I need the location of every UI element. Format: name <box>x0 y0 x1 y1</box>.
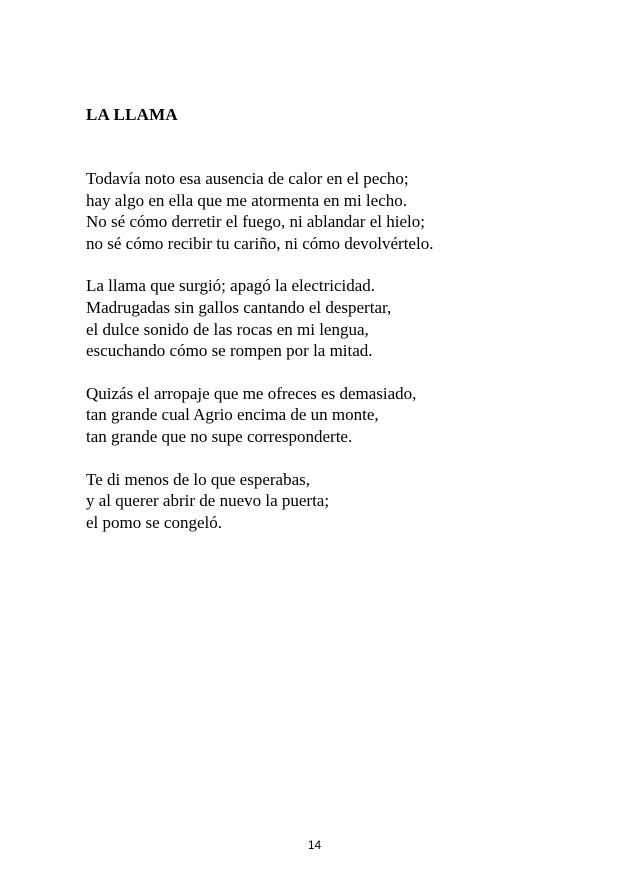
page-number: 14 <box>307 838 322 852</box>
poem-body <box>86 168 586 554</box>
poem-line: el pomo se congeló. <box>86 512 222 532</box>
poem-line: no sé cómo recibir tu cariño, ni cómo devolvértelo. <box>86 233 434 253</box>
poem-line: y al querer abrir de nuevo la puerta; <box>86 491 330 511</box>
poem-line: tan grande que no supe corresponderte. <box>86 426 353 446</box>
poem-title: LA LLAMA <box>86 105 178 124</box>
stanza-3 <box>86 383 586 448</box>
stanza-1 <box>86 168 586 254</box>
poem-line: tan grande cual Agrio encima de un monte, <box>86 405 379 425</box>
poem-line: el dulce sonido de las rocas en mi lengua, <box>86 319 369 339</box>
poem-line: Todavía noto esa ausencia de calor en el pecho; <box>86 169 409 188</box>
poem-line: Madrugadas sin gallos cantando el despertar, <box>86 297 392 317</box>
poem-line: No sé cómo derretir el fuego, ni ablandar el hielo; <box>86 212 425 232</box>
poem-line: escuchando cómo se rompen por la mitad. <box>86 341 373 361</box>
poem-line: Quizás el arropaje que me ofreces es demasiado, <box>86 383 417 403</box>
stanza-2 <box>86 275 586 361</box>
stanza-4 <box>86 469 586 534</box>
poem-line: La llama que surgió; apagó la electricidad. <box>86 276 376 296</box>
poem-line: hay algo en ella que me atormenta en mi lecho. <box>86 190 407 210</box>
poem-line: Te di menos de lo que esperabas, <box>86 469 310 489</box>
